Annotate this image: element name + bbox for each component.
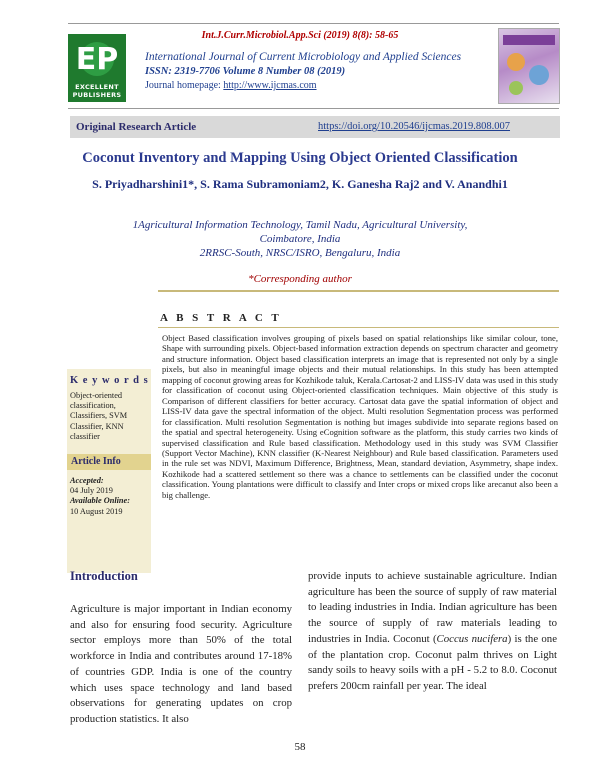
intro-col2-part1: provide inputs to achieve sustainable agriculture. Indian agriculture has been the source of supply of raw material to leading industries in India. Indian agriculture has been the source of supply of raw materials leading to industries in India. Coconut (: [308, 570, 557, 645]
homepage-label: Journal homepage:: [145, 80, 224, 91]
online-label: Available Online:: [70, 496, 130, 506]
abstract-text: Object Based classification involves grouping of pixels based on spatial relationships like similar colour, tone, Shape with surrounding pixels. Object-based information extraction depends on spectrum character and geometry and structure information. Object based classification interprets an image that is represented not only by a single pixels, but also in meaningful image objects and their mutual relationships. In this study has been attempted mapping of coconut growing areas for Kozhikode taluk, Kerala.Cartosat-2 and LISS-IV data was used in this study for classification of coconut using Object-oriented classification techniques. Main objective of this study is Comparison of different classifiers for better accuracy. Cartosat data gave the spatial information of object and LISS-IV data gave the spectral information of the object. Multi resolution Segmentation process was performed for classification. Multi resolution Segmentation is nothing but images subdivide into separate regions based on the spatial and spectral heterogeneity. Using eCognition software as the platform, this study carries two kinds of supervised classification and Rule based classification. Methodology used in this study was SVM Classifier (Support Vector Machine), KNN classifier (K-Nearest Neighbour) and Rule based classification. Parameters used in the rule set was NDVI, Maximum Difference, Brightness, Mean, standard deviation, Asymmetry, shape index. Kozhikode had a scattered settlement so there was a chance to settlements can be classified under the coconut classification. Young plantations were difficult to classify and Inter crops or mixed crops like arecanut also been a big challenge.: [162, 333, 559, 500]
logo-letters: EP: [75, 42, 119, 77]
keywords-list: Object-oriented classification, Classifiers, SVM Classifier, KNN classifier: [70, 391, 128, 441]
keywords-heading: K e y w o r d s: [70, 375, 149, 386]
article-type: Original Research Article: [76, 121, 197, 133]
intro-col2-part2: ) is the one of the plantation crop. Coconut palm thrives on Light sandy soils to heavy soils with a pH - 5.2 to 8.0. Coconut prefers 200cm rainfall per year. The ideal: [308, 632, 557, 692]
logo-subtitle: EXCELLENT PUBLISHERS: [72, 83, 122, 99]
article-info-heading: Article Info: [71, 456, 121, 467]
introduction-heading: Introduction: [70, 569, 138, 583]
divider: [158, 290, 559, 292]
author-list: S. Priyadharshini1*, S. Rama Subramoniam2, K. Ganesha Raj2 and V. Anandhi1: [92, 177, 508, 191]
journal-cover-image: [498, 28, 560, 104]
publisher-logo: [68, 34, 126, 102]
journal-citation: Int.J.Curr.Microbiol.App.Sci (2019) 8(8): 58-65: [201, 30, 399, 41]
abstract-divider: [158, 327, 559, 328]
abstract-heading: A B S T R A C T: [160, 312, 282, 324]
affiliation-1-city: Coimbatore, India: [259, 233, 341, 245]
affiliation-2: 2RRSC-South, NRSC/ISRO, Bengaluru, India: [199, 247, 401, 259]
page-number: 58: [294, 741, 306, 753]
species-name: Coccus nucifera: [436, 632, 508, 645]
doi-link[interactable]: https://doi.org/10.20546/ijcmas.2019.808.007: [318, 121, 511, 132]
affiliation-1: 1Agricultural Information Technology, Tamil Nadu, Agricultural University,: [132, 219, 468, 231]
accepted-label: Accepted:: [70, 476, 104, 485]
journal-name: International Journal of Current Microbiology and Applied Sciences: [145, 51, 462, 63]
online-date: 10 August 2019: [70, 506, 123, 516]
journal-homepage: [145, 80, 317, 91]
intro-column-1: Agriculture is major important in Indian economy and also for ensuring food security. Agriculture sector employs more than 50% of the total workforce in India and contributes around 17-18% of countries GDP. India is one of the country which uses space technology and land based observations for generating updates on crop production statistics. It also: [70, 603, 292, 725]
intro-column-2: [308, 569, 557, 695]
article-title: Coconut Inventory and Mapping Using Object Oriented Classification: [82, 150, 518, 166]
corresponding-author: *Corresponding author: [248, 273, 352, 285]
homepage-link[interactable]: http://www.ijcmas.com: [223, 80, 317, 91]
issn-line: ISSN: 2319-7706 Volume 8 Number 08 (2019): [145, 66, 346, 77]
accepted-date: 04 July 2019: [70, 486, 113, 496]
article-dates: [70, 476, 150, 517]
